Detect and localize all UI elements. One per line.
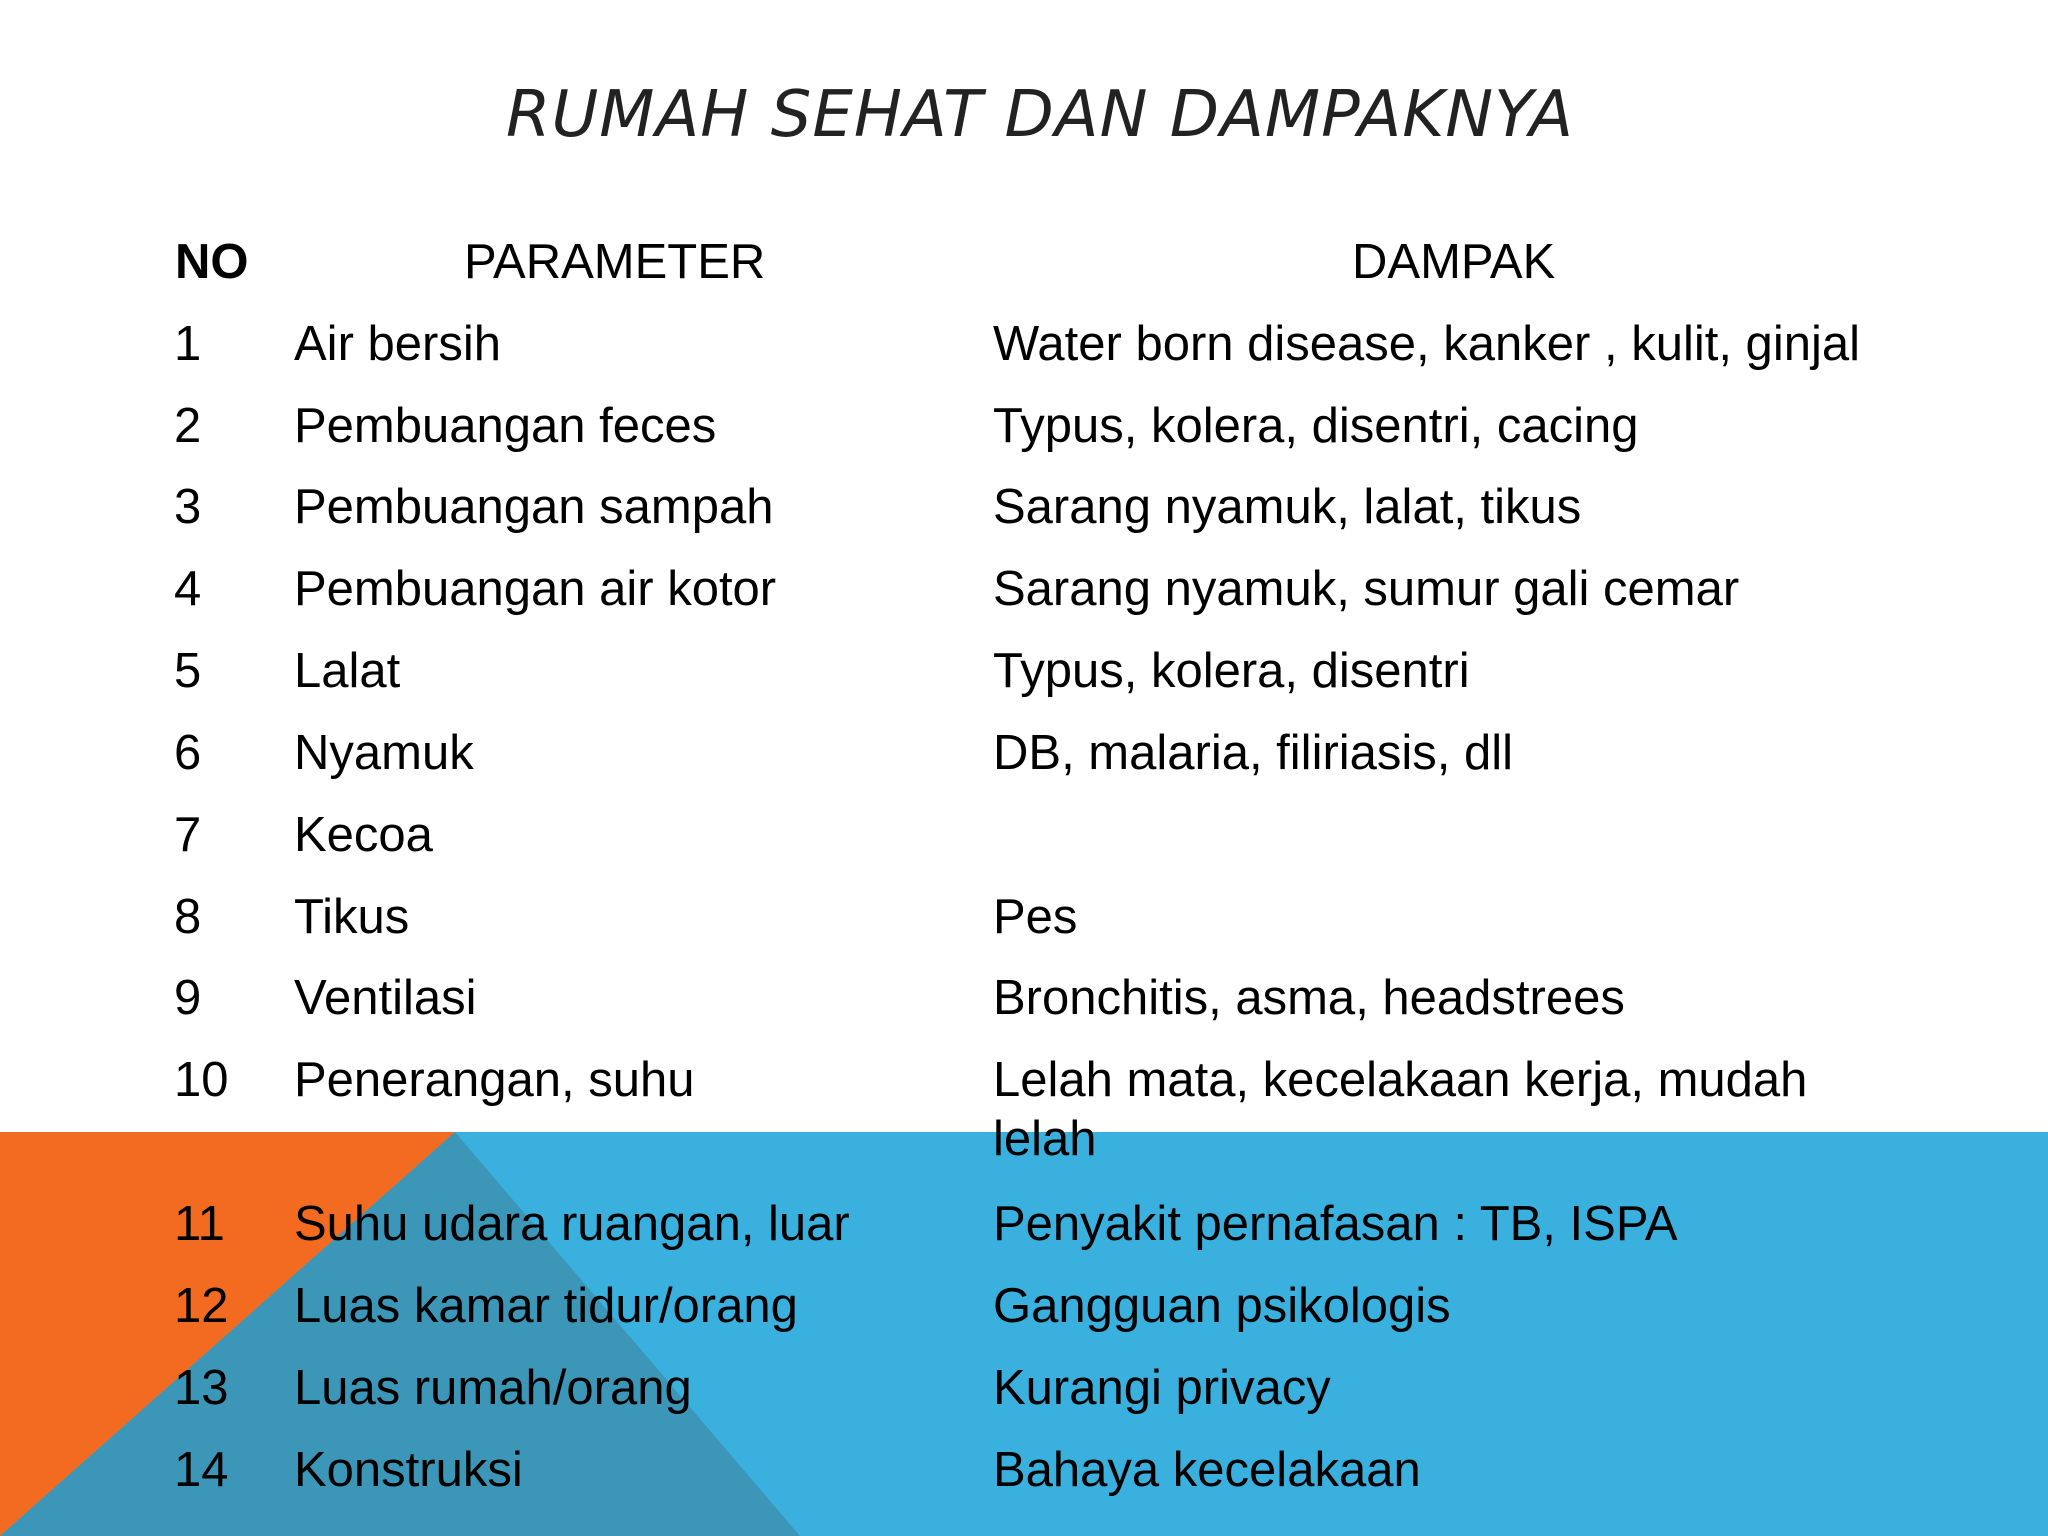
row-parameter: Luas kamar tidur/orang <box>294 1279 798 1333</box>
row-no: 9 <box>174 971 202 1025</box>
row-parameter: Lalat <box>294 644 401 698</box>
row-no: 10 <box>174 1053 229 1107</box>
row-parameter: Kecoa <box>294 808 433 862</box>
row-no: 6 <box>174 726 202 780</box>
row-no: 4 <box>174 562 202 616</box>
row-parameter: Luas rumah/orang <box>294 1361 692 1415</box>
row-no: 12 <box>174 1279 229 1333</box>
row-dampak: Gangguan psikologis <box>993 1279 1451 1333</box>
row-no: 11 <box>174 1197 225 1251</box>
row-parameter: Penerangan, suhu <box>294 1053 695 1107</box>
row-parameter: Suhu udara ruangan, luar <box>294 1197 850 1251</box>
row-dampak: Pes <box>993 890 1078 944</box>
row-parameter: Pembuangan sampah <box>294 480 774 534</box>
row-no: 5 <box>174 644 202 698</box>
row-no: 8 <box>174 890 202 944</box>
row-parameter: Tikus <box>294 890 410 944</box>
row-no: 14 <box>174 1443 229 1497</box>
row-dampak: Water born disease, kanker , kulit, ginjal <box>993 317 1860 371</box>
header-no: NO <box>175 235 249 289</box>
row-parameter: Pembuangan feces <box>294 399 717 453</box>
row-dampak: Bahaya kecelakaan <box>993 1443 1421 1497</box>
row-dampak: Bronchitis, asma, headstrees <box>993 971 1625 1025</box>
row-dampak: Typus, kolera, disentri, cacing <box>993 399 1639 453</box>
row-dampak: Kurangi privacy <box>993 1361 1331 1415</box>
row-no: 13 <box>174 1361 229 1415</box>
header-dampak: DAMPAK <box>1352 235 1556 289</box>
header-parameter: PARAMETER <box>464 235 766 289</box>
row-parameter: Ventilasi <box>294 971 477 1025</box>
row-dampak-continued: lelah <box>993 1112 1097 1166</box>
row-no: 7 <box>174 808 202 862</box>
row-parameter: Konstruksi <box>294 1443 523 1497</box>
row-dampak: Lelah mata, kecelakaan kerja, mudah <box>993 1053 1808 1107</box>
row-dampak: Penyakit pernafasan : TB, ISPA <box>993 1197 1678 1251</box>
row-dampak: Sarang nyamuk, sumur gali cemar <box>993 562 1740 616</box>
row-parameter: Pembuangan air kotor <box>294 562 777 616</box>
slide-title: RUMAH SEHAT DAN DAMPAKNYA <box>505 78 1575 152</box>
row-no: 1 <box>174 317 202 371</box>
row-dampak: Typus, kolera, disentri <box>993 644 1470 698</box>
row-parameter: Air bersih <box>294 317 501 371</box>
row-no: 2 <box>174 399 202 453</box>
row-no: 3 <box>174 480 202 534</box>
row-dampak: DB, malaria, filiriasis, dll <box>993 726 1514 780</box>
row-dampak: Sarang nyamuk, lalat, tikus <box>993 480 1582 534</box>
row-parameter: Nyamuk <box>294 726 474 780</box>
